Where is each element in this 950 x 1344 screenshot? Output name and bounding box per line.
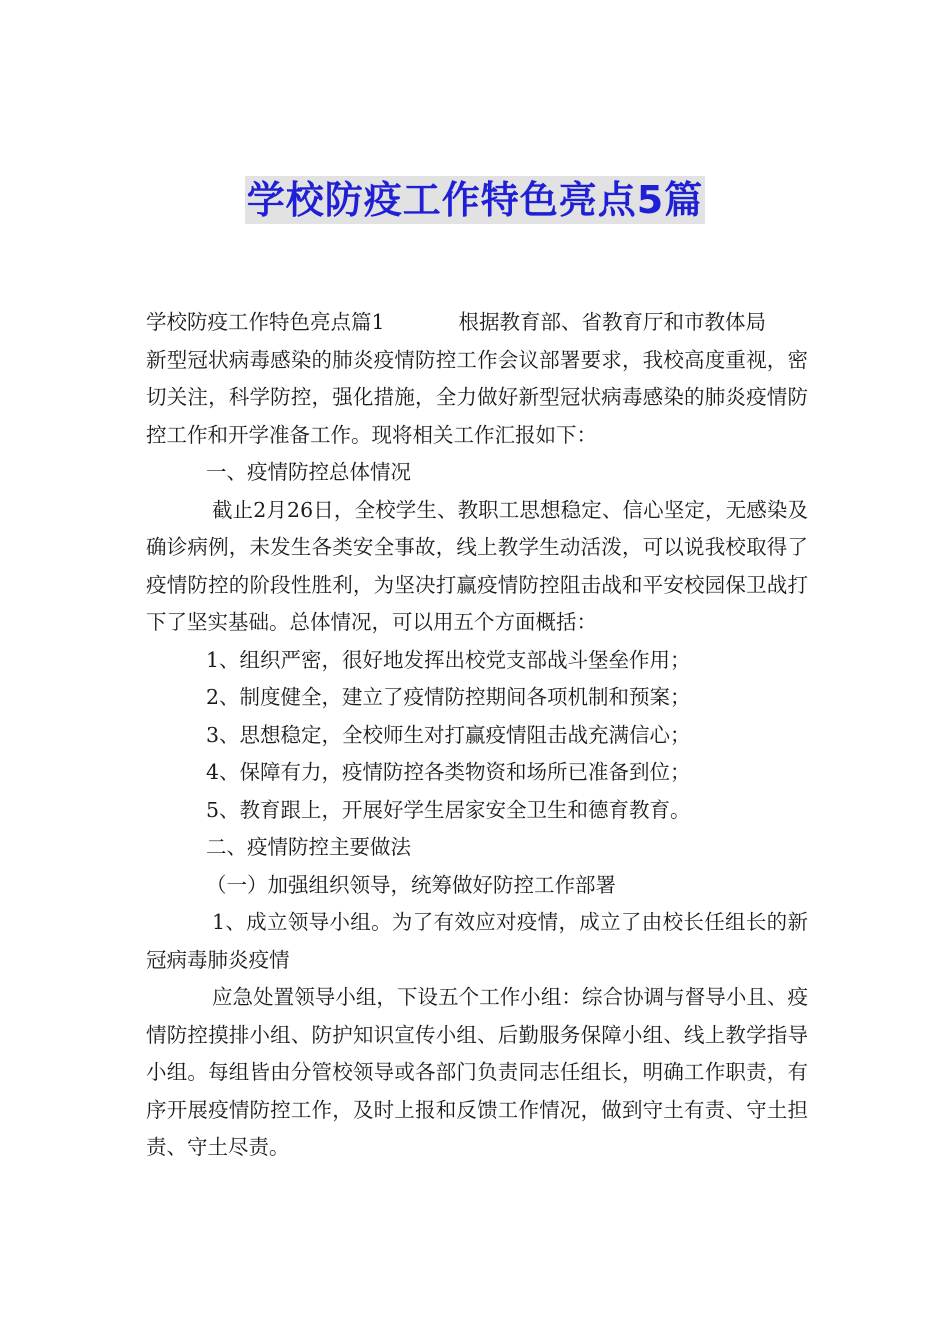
point-1: 1、组织严密，很好地发挥出校党支部战斗堡垒作用； <box>206 647 691 672</box>
item1-continuation: 应急处置领导小组，下设五个工作小组：综合协调与督导小且、疫情防控摸排小组、防护知识宣传小组、后勤服务保障小组、线上教学指导小组。每组皆由分管校领导或各部门负责同志任组长，明确工作职责，有序开展疫情防控工作，及时上报和反馈工作情况，做到守土有责、守土担责、守土尽责。 <box>146 985 808 1159</box>
section1-heading: 一、疫情防控总体情况 <box>206 460 411 484</box>
chapter-heading: 学校防疫工作特色亮点篇1 <box>146 310 385 334</box>
point-4: 4、保障有力，疫情防控各类物资和场所已准备到位； <box>206 760 691 784</box>
document-body <box>146 304 808 1167</box>
intro-paragraph: 新型冠状病毒感染的肺炎疫情防控工作会议部署要求，我校高度重视，密切关注，科学防控，强化措施，全力做好新型冠状病毒感染的肺炎疫情防控工作和开学准备工作。现将相关工作汇报如下： <box>146 347 808 447</box>
document-title: 学校防疫工作特色亮点5篇 <box>246 178 704 222</box>
section1-paragraph: 截止2月26日，全校学生、教职工思想稳定、信心坚定，无感染及确诊病例，未发生各类安全事故，线上教学生动活泼，可以说我校取得了疫情防控的阶段性胜利，为坚决打赢疫情防控阻击战和平安校园保卫战打下了坚实基础。总体情况，可以用五个方面概括： <box>146 497 808 634</box>
item1-paragraph: 1、成立领导小组。为了有效应对疫情，成立了由校长任组长的新冠病毒肺炎疫情 <box>146 910 808 972</box>
first-line <box>146 304 808 342</box>
point-5: 5、教育跟上，开展好学生居家安全卫生和德育教育。 <box>206 797 691 822</box>
point-2: 2、制度健全，建立了疫情防控期间各项机制和预案； <box>206 685 691 709</box>
title-container <box>0 176 950 224</box>
first-line-text: 根据教育部、省教育厅和市教体局 <box>458 310 767 334</box>
point-3: 3、思想稳定，全校师生对打赢疫情阻击战充满信心； <box>206 722 691 747</box>
subsection1-heading: （一）加强组织领导，统筹做好防控工作部署 <box>206 872 616 897</box>
section2-heading: 二、疫情防控主要做法 <box>206 835 411 859</box>
